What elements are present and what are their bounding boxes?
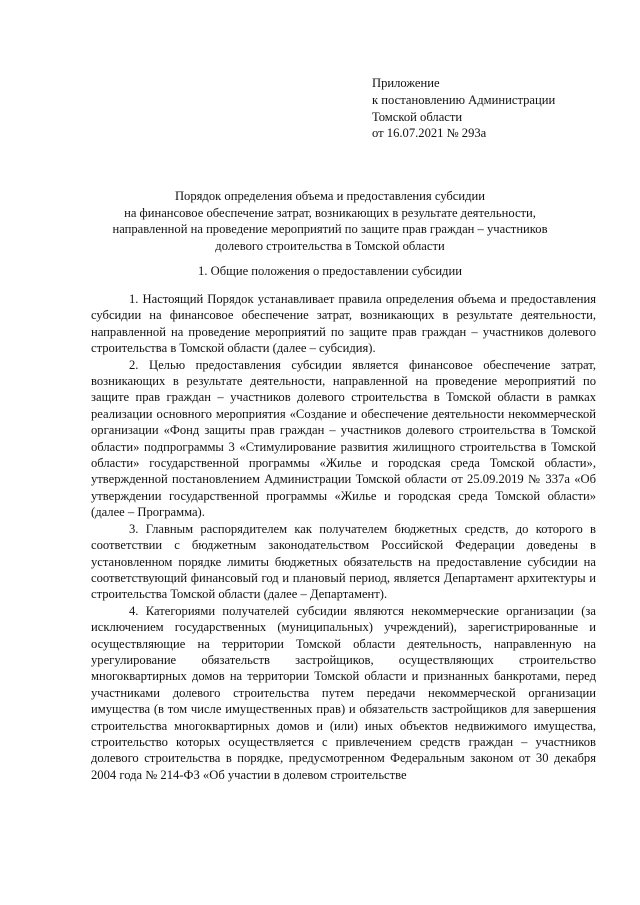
appendix-resolution-line: к постановлению Администрации: [372, 92, 556, 107]
appendix-region-line: Томской области: [372, 109, 463, 124]
title-line: долевого строительства в Томской области: [215, 238, 445, 253]
title-line: направленной на проведение мероприятий по защите прав граждан – участников: [112, 222, 548, 237]
appendix-header: [372, 75, 555, 142]
appendix-date-number: от 16.07.2021 № 293а: [372, 126, 487, 141]
paragraph-4: 4. Категориями получателей субсидии являются некоммерческие организации (за исключением государственных (муниципальных) учреждений), зарегистрированные и осуществляющие на территории Томской области деятельность, направленную на урегулирование обязательств застройщиков, осуществляющих строительство многоквартирных домов на территории Томской области и признанных банкротами, перед участниками долевого строительства путем передачи некоммерческой организации имущества (в том числе имущественных прав) и обязательств застройщиков для завершения строительства многоквартирных домов и (или) иных объектов недвижимого имущества, строительство которых осуществляется с привлечением средств граждан – участников долевого строительства в порядке, предусмотренном Федеральным законом от 30 декабря 2004 года № 214-ФЗ «Об участии в долевом строительстве: [91, 603, 596, 782]
paragraph-3: 3. Главным распорядителем как получателем бюджетных средств, до которого в соответствии с бюджетным законодательством Российской Федерации доведены в установленном порядке лимиты бюджетных обязательств на предоставление субсидии на соответствующий финансовый год и плановый период, является Департамент архитектуры и строительства Томской области (далее – Департамент).: [91, 521, 596, 602]
title-line: Порядок определения объема и предоставления субсидии: [174, 189, 486, 203]
paragraph-1: 1. Настоящий Порядок устанавливает правила определения объема и предоставления субсидии на финансовое обеспечение затрат, возникающих в результате деятельности, направленной на проведение мероприятий по защите прав граждан – участников долевого строительства в Томской области (далее – субсидия).: [91, 292, 596, 356]
paragraph-2: 2. Целью предоставления субсидии является финансовое обеспечение затрат, возникающих в результате деятельности, направленной на проведение мероприятий по защите прав граждан – участников долевого строительства в Томской области в рамках реализации основного мероприятия «Создание и обеспечение деятельности некоммерческой организации «Фонд защиты прав граждан – участников долевого строительства в Томской области» подпрограммы 3 «Стимулирование развития жилищного строительства в Томской области» государственной программы «Жилье и городская среда Томской области», утвержденной постановлением Администрации Томской области от 25.09.2019 № 337а «Об утверждении государственной программы «Жилье и городская среда Томской области» (далее – Программа).: [91, 357, 596, 520]
document-body: [91, 291, 596, 783]
section-heading: 1. Общие положения о предоставлении субсидии: [198, 264, 462, 278]
document-title: [60, 188, 600, 254]
appendix-label: Приложение: [372, 76, 440, 90]
title-line: на финансовое обеспечение затрат, возникающих в результате деятельности,: [124, 205, 536, 220]
